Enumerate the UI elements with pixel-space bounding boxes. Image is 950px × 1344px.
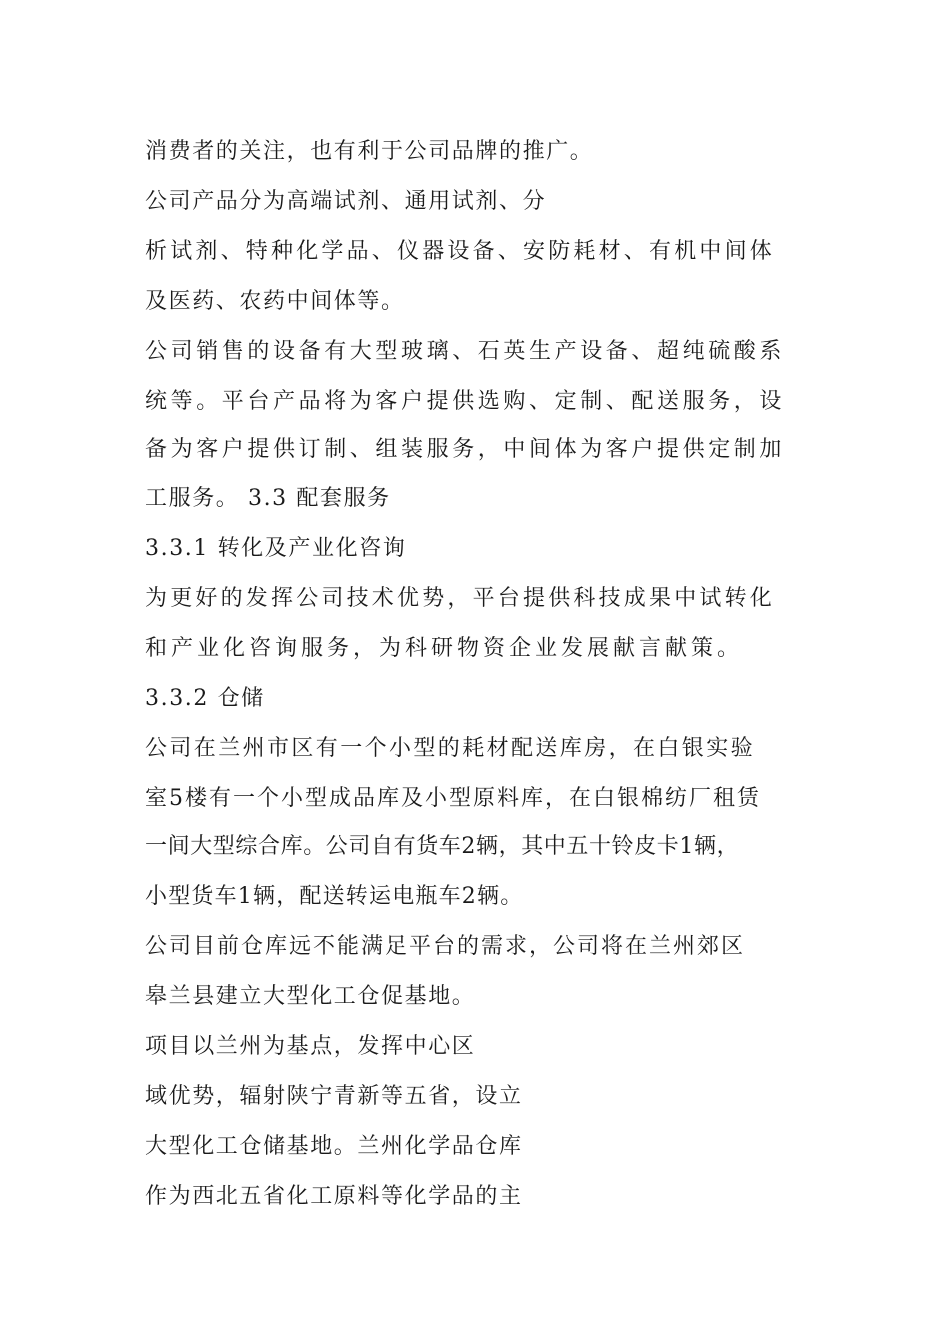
text-line: 大型化工仓储基地。兰州化学品仓库: [145, 1134, 523, 1159]
subsection-heading: 3.3.2 仓储: [145, 686, 265, 711]
text-line: 统等。平台产品将为客户提供选购、定制、配送服务，设: [145, 389, 786, 414]
subsection-heading: 3.3.1 转化及产业化咨询: [145, 536, 407, 561]
text-line: 室5楼有一个小型成品库及小型原料库，在白银棉纺厂租赁: [145, 786, 761, 811]
text-line: 小型货车1辆，配送转运电瓶车2辆。: [145, 884, 524, 909]
text-line: 及医药、农药中间体等。: [145, 289, 405, 314]
text-line: 析试剂、特种化学品、仪器设备、安防耗材、有机中间体: [145, 239, 776, 264]
text-line: 消费者的关注，也有利于公司品牌的推广。: [145, 139, 594, 164]
text-line: 为更好的发挥公司技术优势，平台提供科技成果中试转化: [145, 586, 776, 611]
text-line: 公司在兰州市区有一个小型的耗材配送库房，在白银实验: [145, 736, 756, 761]
text-line: 和产业化咨询服务，为科研物资企业发展献言献策。: [145, 636, 744, 661]
text-line: 作为西北五省化工原料等化学品的主: [145, 1184, 523, 1209]
text-line: 公司目前仓库远不能满足平台的需求，公司将在兰州郊区: [145, 934, 746, 959]
text-line: 皋兰县建立大型化工仓促基地。: [145, 984, 476, 1009]
text-line: 备为客户提供订制、组装服务，中间体为客户提供定制加: [145, 437, 786, 462]
text-line: 项目以兰州为基点，发挥中心区: [145, 1034, 476, 1059]
text-line: 一间大型综合库。公司自有货车2辆，其中五十铃皮卡1辆，: [145, 834, 740, 859]
section-heading-line: 工服务。 3.3 配套服务: [145, 486, 391, 511]
text-line: 公司销售的设备有大型玻璃、石英生产设备、超纯硫酸系: [145, 339, 786, 364]
text-line: 域优势，辐射陕宁青新等五省，设立: [145, 1084, 523, 1109]
text-line: 公司产品分为高端试剂、通用试剂、分: [145, 189, 547, 214]
